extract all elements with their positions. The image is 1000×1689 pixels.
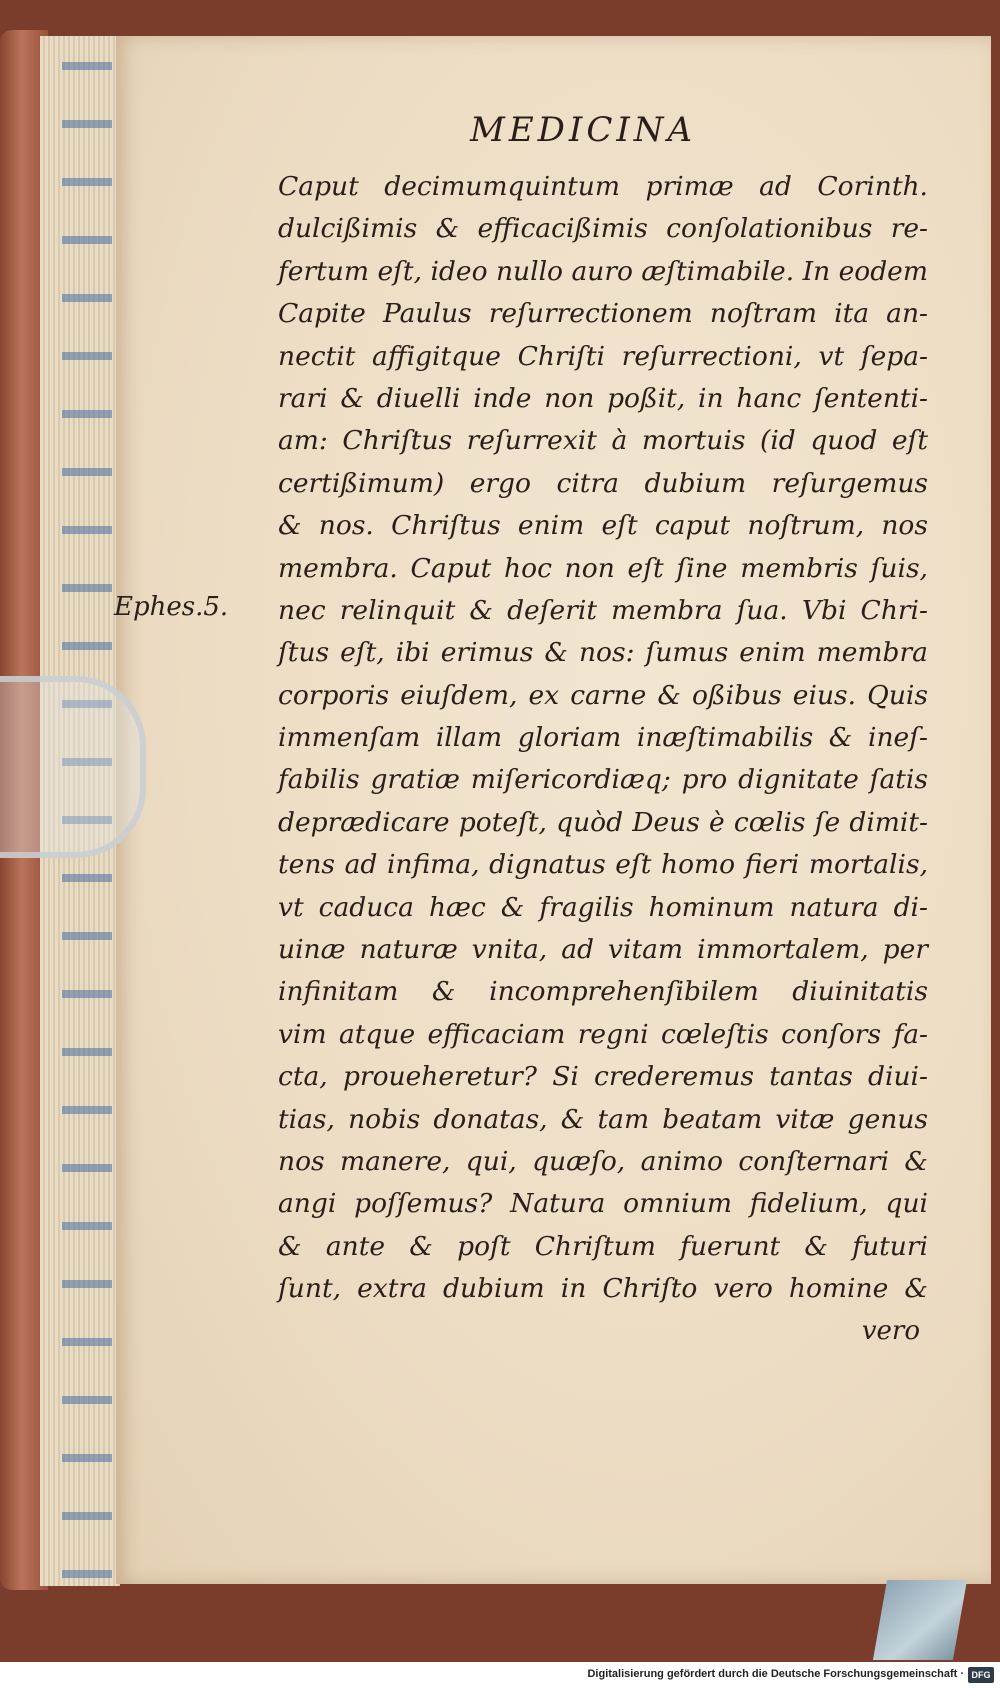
text-line: fabilis gratiæ miſericordiæq; pro dignitate ſatis xyxy=(278,764,928,796)
text-line: ſtus eſt, ibi erimus & nos: ſumus enim membra xyxy=(278,637,928,669)
text-line: fertum eſt, ideo nullo auro æſtimabile. In eodem xyxy=(278,255,928,287)
text-line: ſunt, extra dubium in Chriſto vero homine & xyxy=(278,1273,928,1305)
text-line: membra. Caput hoc non eſt ſine membris ſuis, xyxy=(278,552,928,584)
running-head: MEDICINA xyxy=(470,110,697,150)
page-clip xyxy=(0,676,146,858)
text-line: & nos. Chriſtus enim eſt caput noſtrum, nos xyxy=(278,510,928,542)
text-line: dulcißimis & efficacißimis conſolationibus re- xyxy=(278,213,928,245)
ribbon-bookmark xyxy=(873,1580,967,1660)
text-line: Caput decimumquintum primæ ad Corinth. xyxy=(278,171,928,202)
text-line: & ante & poſt Chriſtum fuerunt & futuri xyxy=(278,1230,928,1262)
text-line: nec relinquit & deſerit membra ſua. Vbi Chri- xyxy=(278,594,928,626)
margin-note: Ephes.5. xyxy=(114,592,229,622)
text-line: nectit affigitque Chriſti reſurrectioni, vt ſepa- xyxy=(278,340,928,372)
text-line: infinitam & incomprehenſibilem diuinitatis xyxy=(278,976,928,1008)
text-line: vim atque efficaciam regni cœleſtis conſors fa- xyxy=(278,1018,928,1050)
text-line: nos manere, qui, quæſo, animo conſternari & xyxy=(278,1145,928,1177)
footer-bar xyxy=(0,1662,1000,1689)
dfg-logo: DFG xyxy=(968,1667,994,1683)
body-text xyxy=(278,166,928,1311)
funding-credit: Digitalisierung gefördert durch die Deutsche Forschungsgemeinschaft · xyxy=(587,1668,964,1680)
text-line: deprædicare poteſt, quòd Deus è cœlis ſe dimit- xyxy=(278,806,928,838)
text-line: tias, nobis donatas, & tam beatam vitæ genus xyxy=(278,1103,928,1135)
text-line: certißimum) ergo citra dubium reſurgemus xyxy=(278,467,928,499)
text-line: rari & diuelli inde non poßit, in hanc ſententi- xyxy=(278,382,928,414)
text-line: cta, proueheretur? Si crederemus tantas diui- xyxy=(278,1061,928,1093)
text-line: corporis eiuſdem, ex carne & oßibus eius. Quis xyxy=(278,679,928,711)
text-line: vt caduca hæc & fragilis hominum natura di- xyxy=(278,891,928,923)
text-line: uinæ naturæ vnita, ad vitam immortalem, per xyxy=(278,934,928,966)
text-line: am: Chriſtus reſurrexit à mortuis (id quod eſt xyxy=(278,425,928,457)
text-line: tens ad infima, dignatus eſt homo fieri mortalis, xyxy=(278,849,928,881)
text-line: immenſam illam gloriam inæſtimabilis & ineſ- xyxy=(278,722,928,754)
catchword: vero xyxy=(861,1316,920,1346)
text-line: Capite Paulus reſurrectionem noſtram ita an- xyxy=(278,298,928,330)
text-line: angi poſſemus? Natura omnium fidelium, qui xyxy=(278,1188,928,1220)
